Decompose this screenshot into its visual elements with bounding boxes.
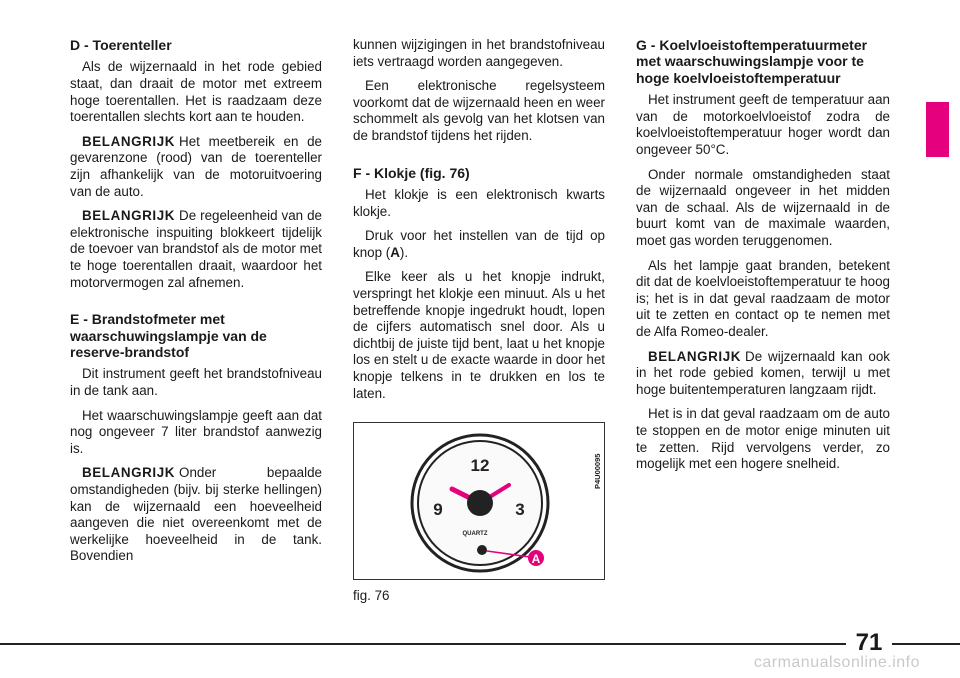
figure-code: P4U00095 bbox=[593, 453, 602, 490]
paragraph: Als de wijzernaald in het rode gebied staat, dan draait de motor met extreem hoge toerentallen. Het is raadzaam deze toerentallen slechts kort aan te houden. bbox=[70, 59, 322, 125]
column-middle bbox=[353, 37, 605, 605]
paragraph-text: Druk voor het instellen van de tijd op knop ( bbox=[353, 228, 605, 260]
paragraph: Een elektronische regelsysteem voorkomt dat de wijzernaald heen en weer schommelt als gevolg van het klotsen van de brandstof tijdens het rijden. bbox=[353, 78, 605, 143]
heading-g-koelvloeistof: G - Koelvloeistoftemperatuurmeter met waarschuwingslampje voor te hoge koelvloeistoftemperatuur bbox=[636, 37, 868, 86]
paragraph: Het klokje is een elektronisch kwarts klokje. bbox=[353, 186, 605, 219]
important-label: BELANGRIJK bbox=[82, 208, 176, 224]
paragraph-important bbox=[636, 349, 890, 399]
paragraph-important bbox=[70, 208, 322, 291]
paragraph-important bbox=[70, 134, 322, 200]
paragraph: Het waarschuwingslampje geeft aan dat nog ongeveer 7 liter brandstof aanwezig is. bbox=[70, 407, 322, 456]
paragraph: Het instrument geeft de temperatuur aan van de motorkoelvloeistof zodra de koelvloeistoftemperatuur hoger wordt dan ongeveer 50°C. bbox=[636, 92, 890, 157]
page-number: 71 bbox=[846, 629, 892, 657]
clock-adjust-button bbox=[477, 545, 487, 555]
button-key-label: A bbox=[390, 244, 400, 260]
paragraph-text: De wijzernaald kan ook in het rode gebied komen, terwijl u met hoge buitentemperaturen langzaam rijdt. bbox=[636, 348, 890, 397]
paragraph-text: ). bbox=[399, 244, 409, 260]
clock-numeral-12: 12 bbox=[470, 456, 490, 476]
watermark-text: carmanualsonline.info bbox=[753, 654, 920, 671]
clock-center-hub bbox=[467, 490, 493, 516]
paragraph-important bbox=[70, 465, 322, 565]
heading-d-toerenteller: D - Toerenteller bbox=[70, 37, 172, 53]
footer-rule bbox=[0, 643, 960, 645]
figure-reference-link[interactable]: (fig. 76) bbox=[419, 164, 470, 181]
paragraph bbox=[353, 228, 605, 261]
paragraph-text: Onder bepaalde omstandigheden (bijv. bij sterke hellingen) kan de wijzernaald een hoeveelheid aangeven die niet overeenkomt met de werkelijke hoeveelheid in de tank. Bovendien bbox=[70, 465, 322, 564]
paragraph: Elke keer als u het knopje indrukt, verspringt het klokje een minuut. Als u het betreffende knopje ingedrukt houdt, lopen de cijfers automatisch snel door. Als u dichtbij de juiste tijd bent, laat u het knopje los en stelt u de exacte waarde in door het knopje telkens in te drukken en los te laten. bbox=[353, 269, 605, 401]
callout-letter: A bbox=[531, 552, 541, 567]
important-label: BELANGRIJK bbox=[648, 348, 742, 364]
column-left bbox=[70, 37, 322, 573]
heading-f-klokje bbox=[353, 165, 605, 181]
clock-brand-label: QUARTZ bbox=[462, 531, 488, 538]
important-label: BELANGRIJK bbox=[82, 133, 176, 149]
column-right bbox=[636, 37, 890, 481]
paragraph-text: Het meetbereik en de gevarenzone (rood) van de toerenteller zijn afhankelijk van de motoruitvoering van de auto. bbox=[70, 133, 322, 199]
paragraph: kunnen wijzigingen in het brandstofniveau iets vertraagd worden aangegeven. bbox=[353, 37, 605, 69]
clock-numeral-9: 9 bbox=[433, 500, 443, 520]
section-tab-marker bbox=[926, 102, 949, 157]
important-label: BELANGRIJK bbox=[82, 465, 176, 481]
paragraph: Als het lampje gaat branden, betekent dit dat de koelvloeistoftemperatuur te hoog is; het is in dat geval raadzaam de motor uit te zetten en contact op te nemen met de Alfa Romeo-dealer. bbox=[636, 257, 890, 339]
heading-e-brandstofmeter: E - Brandstofmeter met waarschuwingslampje van de reserve-brandstof bbox=[70, 311, 267, 360]
clock-illustration bbox=[354, 423, 604, 579]
paragraph-text: De regeleenheid van de elektronische inspuiting blokkeert tijdelijk de toevoer van brandstof als de motor met te hoge toerentallen draait, waardoor het motorvermogen zal afnemen. bbox=[70, 208, 322, 290]
paragraph: Het is in dat geval raadzaam om de auto te stoppen en de motor enige minuten uit te zetten. Rijd vervolgens verder, zo mogelijk met een hogere snelheid. bbox=[636, 406, 890, 472]
figure-caption: fig. 76 bbox=[353, 588, 390, 604]
figure-clock bbox=[353, 422, 605, 580]
heading-text: F - Klokje bbox=[353, 164, 417, 181]
paragraph: Onder normale omstandigheden staat de wijzernaald ongeveer in het midden van de schaal. Als de wijzernaald in de buurt komt van de maximale waarden, moet gas worden teruggenomen. bbox=[636, 166, 890, 248]
paragraph: Dit instrument geeft het brandstofniveau in de tank aan. bbox=[70, 366, 322, 398]
clock-numeral-3: 3 bbox=[515, 500, 525, 520]
